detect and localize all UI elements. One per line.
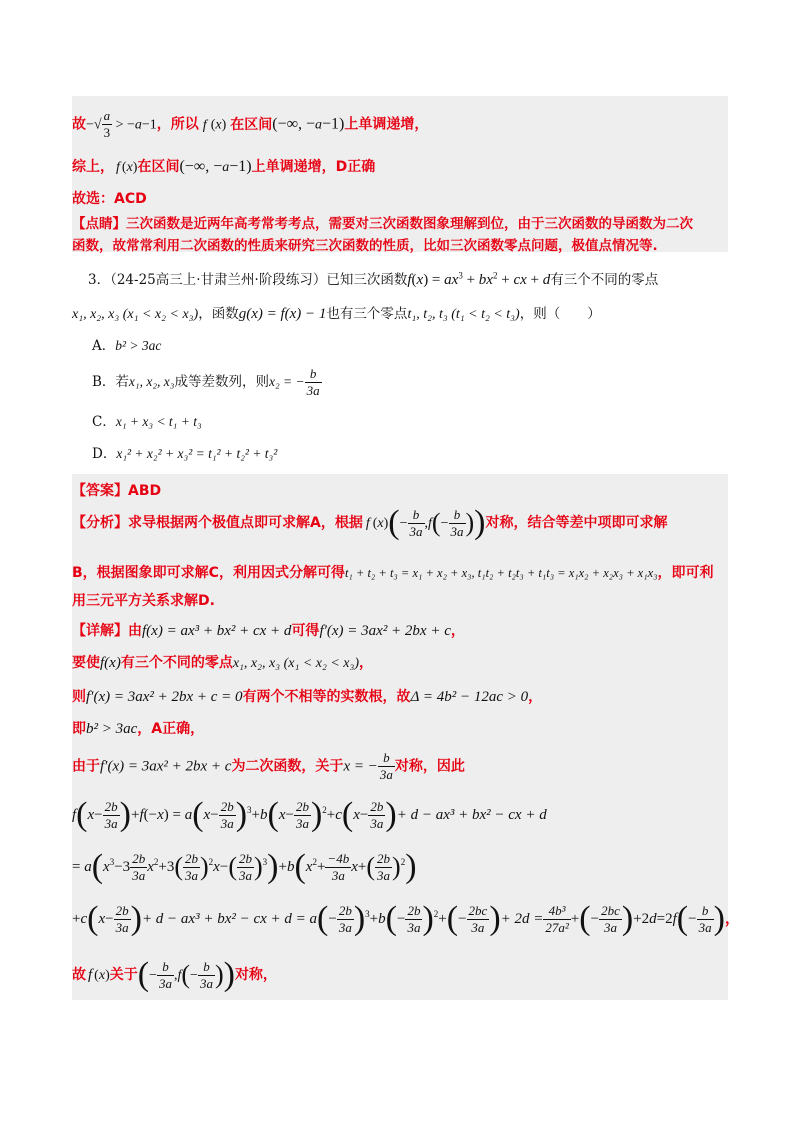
question-3 <box>72 258 728 470</box>
answer-analysis-block <box>72 474 740 1000</box>
detail-line-2: 要使f(x)有三个不同的零点x₁, x₂, x₃ (x₁ < x₂ < x₃)， <box>72 655 374 671</box>
equation-line-3: +c(x− $\frac{2b}{3a}$ )+ d − ax³ + bx² − cx + d = a(− $\frac{2b}{3a}$ )$^3$+b(− $\frac{2b}{3a}$ )$^2$+(− $\frac{2bc}{3a}$ )+ 2d = $\frac{\text{4b³}}{\text{27a²}}$ +(− $\frac{2bc}{3a}$ )+2d=2f(− $\frac{b}{3a}$ )， <box>72 900 740 937</box>
tip-line-1: 【点睛】三次函数是近两年高考常考考点，需要对三次函数图象理解到位，由于三次函数的导函数为二次 <box>72 216 693 232</box>
analysis-line-1: 【分析】求导根据两个极值点即可求解A，根据 f (x)(− $\frac{b}{3a}$ ,f(− $\frac{b}{3a}$ ))对称，结合等差中项即可求解 <box>72 504 668 541</box>
final-line: 故 f (x)关于(− $\frac{b}{3a}$ ,f(− $\frac{b}{3a}$ ))对称， <box>72 956 277 993</box>
detail-line-1: 【详解】由f(x) = ax³ + bx² + cx + d可得f′(x) = 3ax² + 2bx + c， <box>72 623 465 639</box>
equation-line-2: = $a(x^3-3$ $\frac{2b}{3a}$ $x^2+3$( $\frac{2b}{3a}$ )$^2$x−( $\frac{2b}{3a}$ )$^3)+b(x^2+$ $\frac{-4b}{3a}$ x+( $\frac{2b}{3a}$ )$^2$) <box>72 848 417 885</box>
equation-line-1: f(x− $\frac{2b}{3a}$ )+f(−x) = a(x− $\frac{2b}{3a}$ )$^3$+b(x− $\frac{2b}{3a}$ )$^2$+c(x− $\frac{2b}{3a}$ )+ d − ax³ + bx² − cx + d <box>72 796 547 833</box>
text-line: 故−√ $\frac{a}{3}$ > −a−1，所以 f (x) 在区间(−∞, −a−1)上单调递增， <box>72 108 429 140</box>
text-line: 综上， f (x)在区间(−∞, −a−1)上单调递增，D正确 <box>72 158 376 175</box>
detail-line-4: 即b² > 3ac，A正确， <box>72 721 205 737</box>
option-d[interactable]: D．x₁² + x₂² + x₃² = t₁² + t₂² + t₃² <box>92 446 278 462</box>
question-line-1: 3．（24-25高三上·甘肃兰州·阶段练习）已知三次函数$f(x) = ax^3 + bx^2$ + cx + d有三个不同的零点 <box>88 270 659 288</box>
analysis-line-2: B，根据图象即可求解C，利用因式分解可得t₁ + t₂ + t₃ = x₁ + x₂ + x₃, t₁t₂ + t₂t₃ + t₁t₃ = x₁x₂ + x₂x₃ + x₁x₃，即可利 <box>72 565 714 581</box>
tip-line-2: 函数，故常常利用二次函数的性质来研究三次函数的性质，比如三次函数零点问题，极值点情况等. <box>72 238 658 254</box>
analysis-line-3: 用三元平方关系求解D. <box>72 593 215 609</box>
option-a[interactable]: A．b² > 3ac <box>92 338 162 354</box>
option-c[interactable]: C．x₁ + x₃ < t₁ + t₃ <box>92 414 202 430</box>
question-line-2: x₁, x₂, x₃ (x₁ < x₂ < x₃)，函数g(x) = f(x) − 1也有三个零点t₁, t₂, t₃ (t₁ < t₂ < t₃)，则（ ） <box>72 306 601 322</box>
answer-choice: 故选：ACD <box>72 191 147 207</box>
answer-label: 【答案】ABD <box>72 483 162 499</box>
solution-continuation-block <box>72 96 728 252</box>
detail-line-5: 由于f′(x) = 3ax² + 2bx + c为二次函数，关于x = − $\frac{b}{3a}$ 对称，因此 <box>72 750 465 782</box>
detail-line-3: 则f′(x) = 3ax² + 2bx + c = 0有两个不相等的实数根，故Δ = 4b² − 12ac > 0， <box>72 689 543 705</box>
option-b[interactable]: B．若x₁, x₂, x₃成等差数列，则x₂ = − $\frac{b}{3a}$ <box>92 366 320 398</box>
